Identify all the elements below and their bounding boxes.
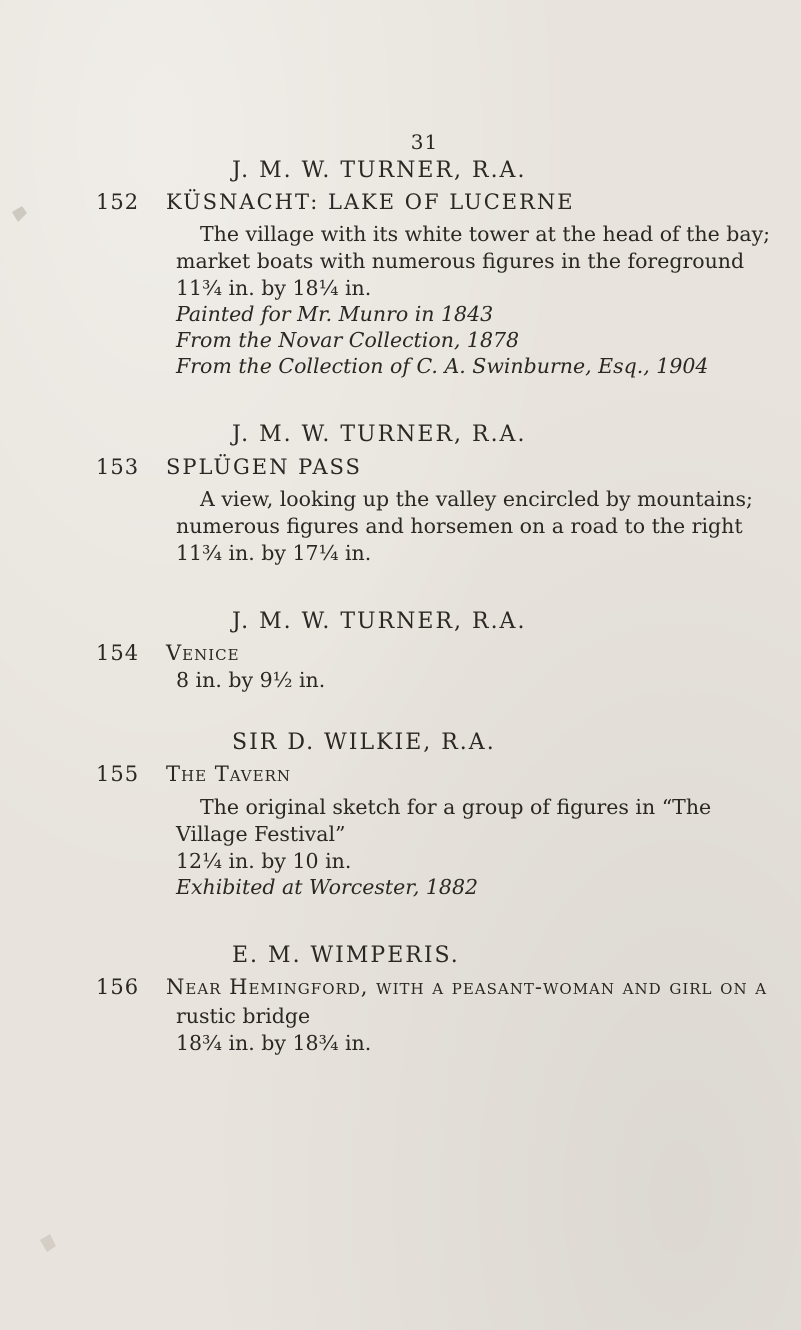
lot-number: 153 [96,455,140,479]
lot-description-line: The village with its white tower at the head of the bay; [200,222,771,246]
lot-dimensions: 11¾ in. by 17¼ in. [176,541,372,565]
page-number: 31 [410,130,439,154]
lot-artist: J. M. W. TURNER, R.A. [232,158,527,183]
lot-dimensions: 11¾ in. by 18¼ in. [176,276,372,300]
lot-title: Venice [166,641,240,665]
lot-artist: J. M. W. TURNER, R.A. [232,422,527,447]
lot-title: Near Hemingford, with a peasant-woman and girl on a [166,975,768,999]
lot-description-line: Village Festival” [176,822,346,846]
lot-artist: SIR D. WILKIE, R.A. [232,730,496,755]
lot-title: The Tavern [166,762,292,786]
lot-exhibition-line: Exhibited at Worcester, 1882 [176,875,479,899]
lot-artist: J. M. W. TURNER, R.A. [232,609,527,634]
lot-description-line: market boats with numerous figures in the foreground [176,249,745,273]
lot-title: KÜSNACHT: LAKE OF LUCERNE [166,190,575,214]
lot-provenance-line: Painted for Mr. Munro in 1843 [176,302,494,326]
lot-description-line: The original sketch for a group of figures in “The [200,795,712,819]
lot-title: SPLÜGEN PASS [166,455,362,479]
lot-artist: E. M. WIMPERIS. [232,943,460,968]
lot-dimensions: 12¼ in. by 10 in. [176,849,352,873]
lot-description-line: numerous figures and horsemen on a road to the right [176,514,743,538]
lot-description-line: rustic bridge [176,1004,311,1028]
lot-provenance-line: From the Novar Collection, 1878 [176,328,520,352]
lot-dimensions: 8 in. by 9½ in. [176,668,326,692]
lot-dimensions: 18¾ in. by 18¾ in. [176,1031,372,1055]
lot-number: 154 [96,641,140,665]
lot-number: 156 [96,975,140,999]
lot-provenance-line: From the Collection of C. A. Swinburne, Esq., 1904 [176,354,709,378]
lot-number: 152 [96,190,140,214]
lot-number: 155 [96,762,140,786]
lot-description-line: A view, looking up the valley encircled by mountains; [200,487,753,511]
